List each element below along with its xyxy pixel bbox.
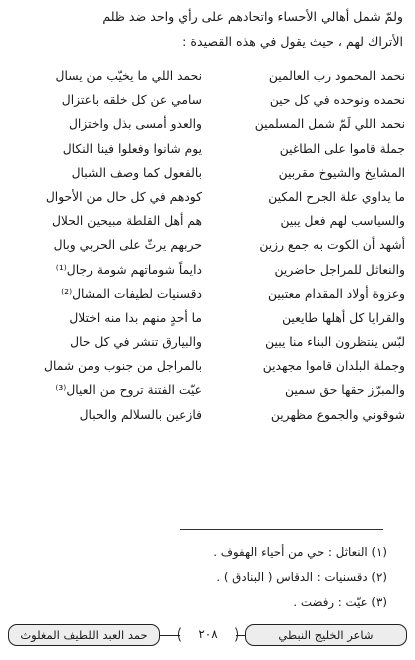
poem-verse <box>6 258 407 282</box>
verse-first-hemistich: أشهد أن الكوت به جمع رزين <box>259 238 405 253</box>
verse-second-hemistich: هم أهل القلطة مبيحين الحلال <box>51 214 202 229</box>
footnote: (٢) دقسنيات : الدقاس ( البنادق ) . <box>216 570 387 584</box>
poem-verse <box>6 306 407 330</box>
page-footer <box>8 624 407 646</box>
verse-first-hemistich: شوقوني والجموع مظهرين <box>270 407 405 422</box>
verse-second-hemistich: كودهم في كل حال من الأحوال <box>45 189 202 204</box>
verse-second-hemistich: دقسنيات لطيفات المشال⁽²⁾ <box>61 286 202 301</box>
verse-first-hemistich: المشايخ والشيوخ مقربين <box>278 165 405 180</box>
poem-verse <box>6 137 407 161</box>
footnotes <box>20 540 387 615</box>
verse-second-hemistich: عيّت الفتنة تروح من العيال⁽³⁾ <box>55 383 202 398</box>
poem-verse <box>6 282 407 306</box>
verse-second-hemistich: ما أحدٍ منهم بدا منه اختلال <box>69 310 202 325</box>
verse-first-hemistich: لبّس ينتظرون البناء منا يبين <box>265 335 405 350</box>
author-name-box: حمد العبد اللطيف المغلوث <box>8 624 160 646</box>
verse-first-hemistich: والمبرّز حقها حق سمين <box>285 383 405 398</box>
verse-second-hemistich: والبيارق تنشر في كل حال <box>70 335 202 350</box>
poem-verse <box>6 185 407 209</box>
verse-first-hemistich: والنعاثل للمراجل حاضرين <box>274 262 405 277</box>
poem-verse <box>6 378 407 402</box>
verse-second-hemistich: دايماً شوماتهم شومة رجال⁽¹⁾ <box>55 262 202 277</box>
verse-second-hemistich: حربهم يرثّ على الحربي وبال <box>53 238 202 253</box>
intro-paragraph <box>14 4 403 54</box>
footnote-divider <box>180 529 383 530</box>
poem-verse <box>6 330 407 354</box>
verse-first-hemistich: نحمده ونوحده في كل حين <box>269 93 405 108</box>
verse-second-hemistich: فازعين بالسلالم والحبال <box>79 407 202 422</box>
page-number: ٢٠٨ <box>180 624 236 644</box>
verse-second-hemistich: سامي عن كل خلقه باعتزال <box>61 93 202 108</box>
footnote: (١) النعاثل : حي من أحياء الهفوف . <box>213 545 387 559</box>
verse-first-hemistich: ما يداوي علة الجرح المكين <box>268 189 405 204</box>
poem-verse <box>6 88 407 112</box>
poem-verse <box>6 209 407 233</box>
verse-second-hemistich: بالفعول كما وصف الشبال <box>71 165 202 180</box>
poem <box>6 64 407 427</box>
book-title-box: شاعر الخليج النبطي <box>245 624 407 646</box>
poem-verse <box>6 112 407 136</box>
verse-first-hemistich: والقرايا كل أهلها طايعين <box>282 310 405 325</box>
verse-first-hemistich: والسياسب لهم فعل يبين <box>280 214 405 229</box>
verse-first-hemistich: نحمد المحمود رب العالمين <box>268 69 405 83</box>
poem-verse <box>6 161 407 185</box>
verse-second-hemistich: يوم شانوا وفعلوا فينا النكال <box>62 141 202 156</box>
verse-second-hemistich: والعدو أمسى بذل واختزال <box>69 117 202 132</box>
footnote: (٣) عيّت : رفضت . <box>293 595 387 609</box>
poem-verse <box>6 233 407 257</box>
intro-line: الأتراك لهم ، حيث يقول في هذه القصيدة : <box>182 34 403 49</box>
verse-first-hemistich: وجملة البلدان قاموا مجهدين <box>262 359 405 374</box>
verse-second-hemistich: بالمراجل من جنوب ومن شمال <box>44 359 202 374</box>
verse-first-hemistich: نحمد اللي لَمّ شمل المسلمين <box>254 117 405 132</box>
verse-second-hemistich: نحمد اللي ما يخيّب من يسال <box>55 69 202 83</box>
poem-verse <box>6 64 407 88</box>
poem-verse <box>6 354 407 378</box>
verse-first-hemistich: جملة قاموا على الطاغين <box>279 141 405 156</box>
intro-line: ولمّ شمل أهالي الأحساء واتحادهم على رأي واحد ضد ظلم <box>102 9 403 24</box>
poem-verse <box>6 403 407 427</box>
verse-first-hemistich: وعزوة أولاد المقدام معتبين <box>267 286 405 301</box>
